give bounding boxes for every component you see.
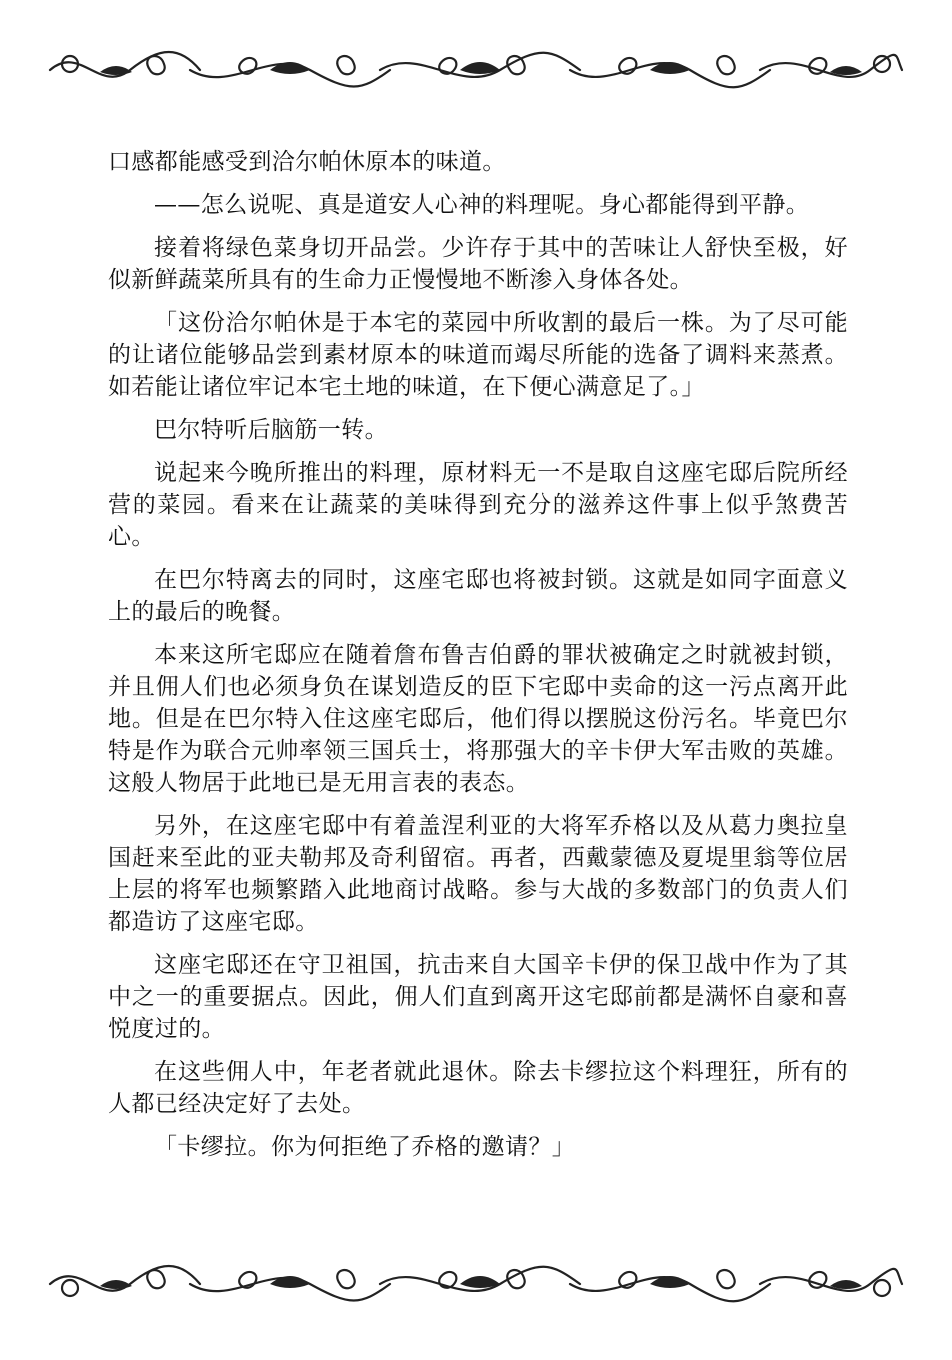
paragraph: 这座宅邸还在守卫祖国，抗击来自大国辛卡伊的保卫战中作为了其中之一的重要据点。因此，佣人们直到离开这宅邸前都是满怀自豪和喜悦度过的。: [108, 952, 848, 1042]
paragraph: 说起来今晚所推出的料理，原材料无一不是取自这座宅邸后院所经营的菜园。看来在让蔬菜的美味得到充分的滋养这件事上似乎煞费苦心。: [108, 460, 848, 550]
page-text: [108, 146, 848, 1174]
paragraph: 巴尔特听后脑筋一转。: [154, 417, 388, 443]
paragraph: 本来这所宅邸应在随着詹布鲁吉伯爵的罪状被确定之时就被封锁，并且佣人们也必须身负在谋划造反的臣下宅邸中卖命的这一污点离开此地。但是在巴尔特入住这座宅邸后，他们得以摆脱这份污名。毕竟巴尔特是作为联合元帅率领三国兵士，将那强大的辛卡伊大军击败的英雄。这般人物居于此地已是无用言表的表态。: [108, 642, 848, 796]
paragraph: ——怎么说呢、真是道安人心神的料理呢。身心都能得到平静。: [154, 192, 810, 218]
paragraph: 「这份洽尔帕休是于本宅的菜园中所收割的最后一株。为了尽可能的让诸位能够品尝到素材原本的味道而竭尽所能的选备了调料来蒸煮。如若能让诸位牢记本宅土地的味道，在下便心满意足了。」: [108, 310, 848, 400]
paragraph: 在巴尔特离去的同时，这座宅邸也将被封锁。这就是如同字面意义上的最后的晚餐。: [108, 567, 848, 625]
paragraph: 口感都能感受到洽尔帕休原本的味道。: [108, 149, 506, 175]
vine-scroll-icon: [40, 34, 912, 106]
paragraph: 「卡缪拉。你为何拒绝了乔格的邀请？」: [154, 1134, 576, 1160]
paragraph: 接着将绿色菜身切开品尝。少许存于其中的苦味让人舒快至极，好似新鲜蔬菜所具有的生命力正慢慢地不断渗入身体各处。: [108, 235, 848, 293]
vine-scroll-icon: [40, 1248, 912, 1320]
paragraph: 另外，在这座宅邸中有着盖涅利亚的大将军乔格以及从葛力奥拉皇国赶来至此的亚夫勒邦及奇利留宿。再者，西戴蒙德及夏堤里翁等位居上层的将军也频繁踏入此地商讨战略。参与大战的多数部门的负责人们都造访了这座宅邸。: [108, 813, 848, 935]
top-ornamental-border: [40, 34, 912, 106]
bottom-ornamental-border: [40, 1248, 912, 1320]
paragraph: 在这些佣人中，年老者就此退休。除去卡缪拉这个料理狂，所有的人都已经决定好了去处。: [108, 1059, 848, 1117]
